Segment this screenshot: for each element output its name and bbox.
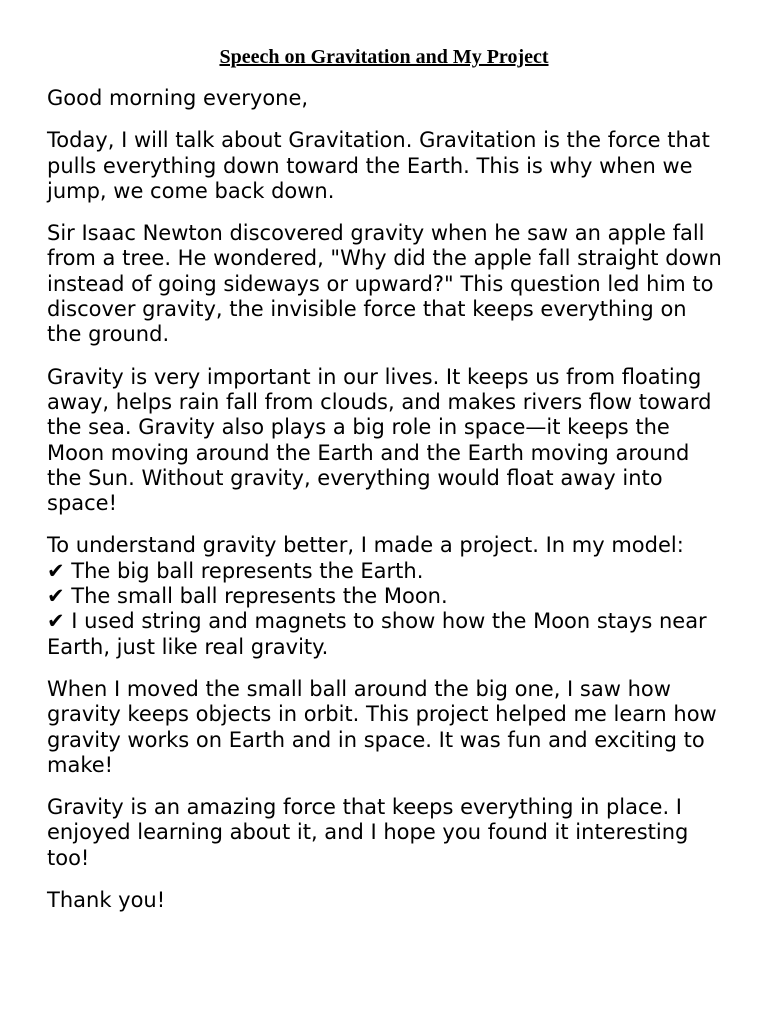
closing: Thank you! <box>47 888 166 913</box>
check-mark-icon: ✔ <box>47 609 65 634</box>
speech-body <box>47 86 727 930</box>
list-item <box>47 559 727 584</box>
project-section <box>47 533 727 659</box>
check-mark-icon: ✔ <box>47 558 65 583</box>
project-point-moon: The small ball represents the Moon. <box>71 584 448 609</box>
paragraph-importance: Gravity is very important in our lives. It keeps us from floating away, helps rain fall from clouds, and makes rivers flow toward the sea. Gravity also plays a big role in space—it keeps the Moon moving around the Earth and the Earth moving around the Sun. Without gravity, everything would float away into space! <box>47 364 712 516</box>
list-item <box>47 609 727 660</box>
project-intro: To understand gravity better, I made a project. In my model: <box>47 533 684 558</box>
project-point-earth: The big ball represents the Earth. <box>71 558 424 583</box>
paragraph-newton: Sir Isaac Newton discovered gravity when he saw an apple fall from a tree. He wondered, "Why did the apple fall straight down instead of going sideways or upward?" This question led him to discover gravity, the invisible force that keeps everything on the ground. <box>47 221 722 347</box>
greeting: Good morning everyone, <box>47 86 309 110</box>
document-title: Speech on Gravitation and My Project <box>219 46 549 68</box>
list-item <box>47 584 727 609</box>
check-mark-icon: ✔ <box>47 584 65 609</box>
paragraph-gravitation-intro: Today, I will talk about Gravitation. Gravitation is the force that pulls everything down toward the Earth. This is why when we jump, we come back down. <box>47 128 710 203</box>
paragraph-conclusion: Gravity is an amazing force that keeps everything in place. I enjoyed learning about it, and I hope you found it interesting too! <box>47 795 689 870</box>
paragraph-orbit-demo: When I moved the small ball around the big one, I saw how gravity keeps objects in orbit. This project helped me learn how gravity works on Earth and in space. It was fun and exciting to make! <box>47 676 717 777</box>
project-point-string-magnets: I used string and magnets to show how the Moon stays near Earth, just like real gravity. <box>47 609 707 659</box>
